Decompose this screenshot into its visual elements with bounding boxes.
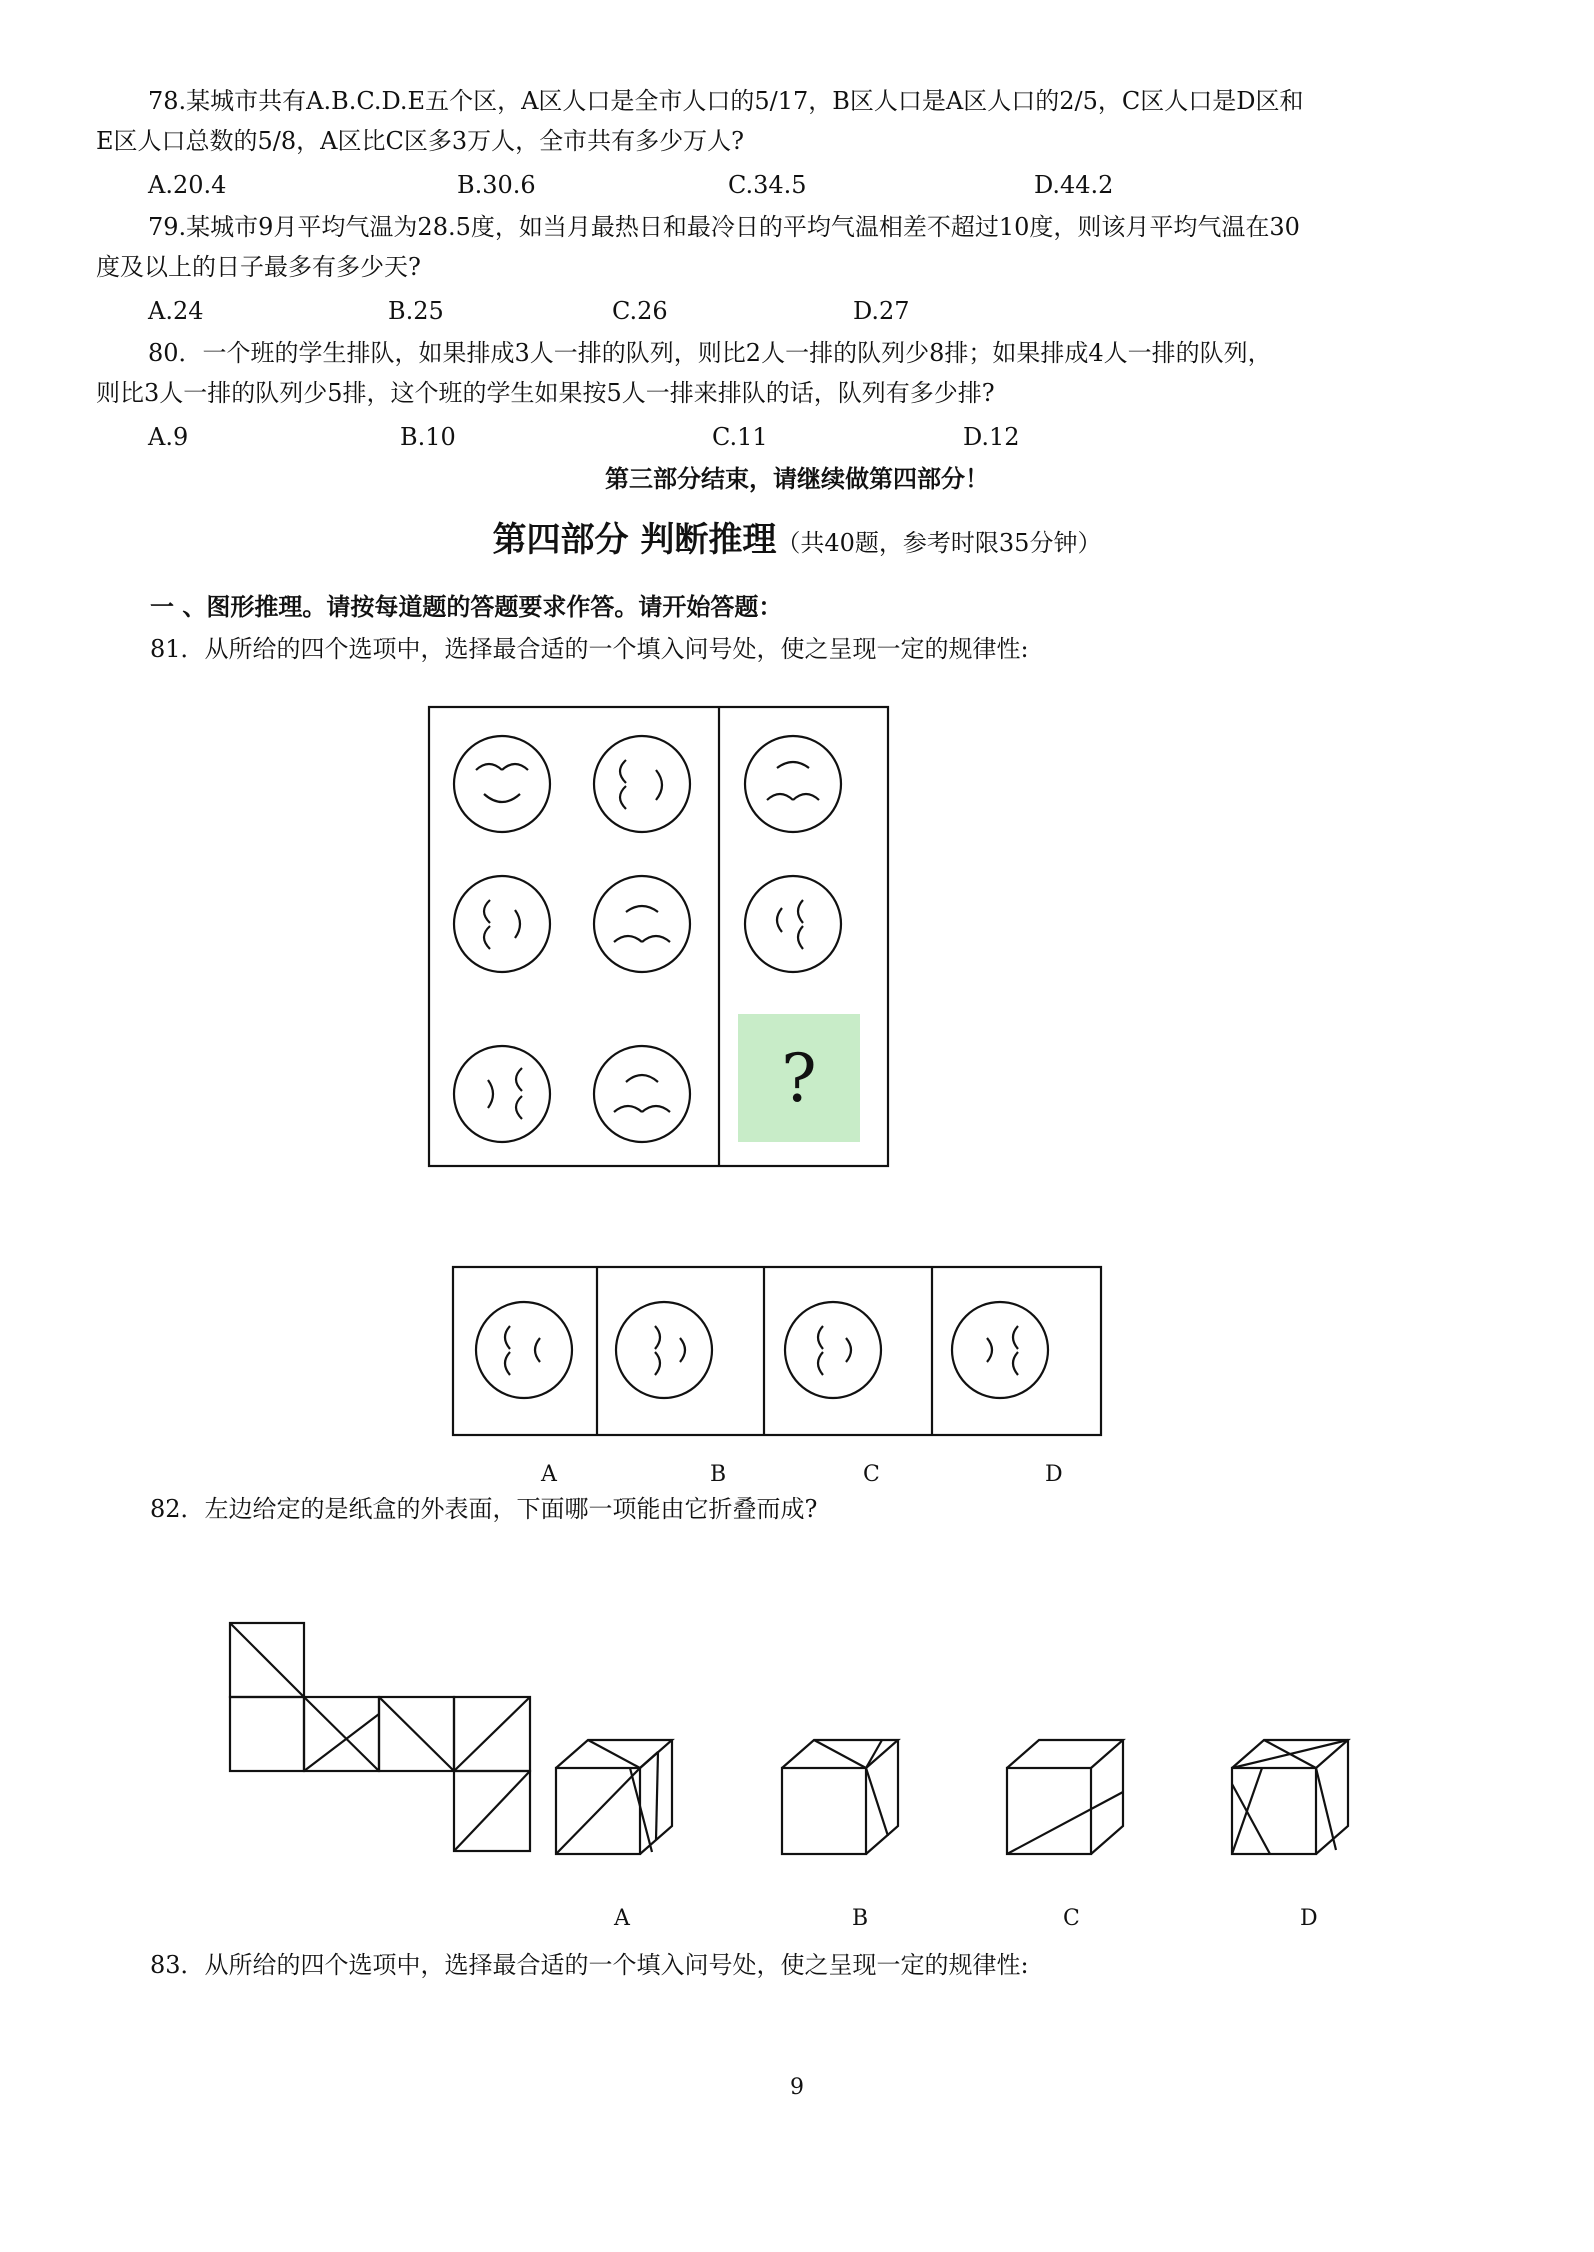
q80-text-line2: 则比3人一排的队列少5排，这个班的学生如果按5人一排来排队的话，队列有多少排? bbox=[96, 379, 995, 407]
q78-option-c: C.34.5 bbox=[728, 171, 807, 199]
q78-text-line2: E区人口总数的5/8，A区比C区多3万人，全市共有多少万人? bbox=[96, 127, 744, 155]
q82-label-c: C bbox=[1063, 1906, 1080, 1931]
q81-option-c-face bbox=[785, 1302, 881, 1398]
q81-face-5 bbox=[594, 876, 690, 972]
q82-cube-b bbox=[781, 1738, 899, 1856]
q81-label-b: B bbox=[710, 1462, 727, 1487]
part4-title: 第四部分 判断推理 bbox=[492, 520, 777, 560]
q81-options-border bbox=[453, 1267, 1101, 1435]
q81-face-7 bbox=[454, 1046, 550, 1142]
q82-text: 82．左边给定的是纸盒的外表面，下面哪一项能由它折叠而成? bbox=[150, 1495, 818, 1523]
q79-option-d: D.27 bbox=[853, 297, 910, 325]
q79-text-line1: 79.某城市9月平均气温为28.5度，如当月最热日和最冷日的平均气温相差不超过10度，则该月平均气温在30 bbox=[148, 213, 1300, 241]
q82-label-b: B bbox=[852, 1906, 869, 1931]
q81-question-mark: ? bbox=[781, 1039, 817, 1117]
q81-face-4 bbox=[454, 876, 550, 972]
q79-option-c: C.26 bbox=[612, 297, 668, 325]
q78-option-d: D.44.2 bbox=[1034, 171, 1114, 199]
q81-option-a-face bbox=[476, 1302, 572, 1398]
q79-option-b: B.25 bbox=[388, 297, 444, 325]
q80-option-b: B.10 bbox=[400, 423, 456, 451]
q81-option-d-face bbox=[952, 1302, 1048, 1398]
q81-label-d: D bbox=[1045, 1462, 1063, 1487]
q81-face-3 bbox=[745, 736, 841, 832]
q82-cube-c bbox=[1006, 1738, 1124, 1856]
part4-note: （共40题，参考时限35分钟） bbox=[776, 529, 1102, 557]
q80-option-a: A.9 bbox=[148, 423, 189, 451]
q81-face-8 bbox=[594, 1046, 690, 1142]
q83-text: 83．从所给的四个选项中，选择最合适的一个填入问号处，使之呈现一定的规律性: bbox=[150, 1951, 1029, 1979]
q81-label-a: A bbox=[541, 1462, 557, 1487]
q78-option-b: B.30.6 bbox=[457, 171, 536, 199]
q81-face-1 bbox=[454, 736, 550, 832]
q82-cube-d bbox=[1231, 1738, 1349, 1856]
q81-question-cell bbox=[738, 1014, 860, 1142]
section-end-notice: 第三部分结束，请继续做第四部分！ bbox=[605, 464, 989, 493]
q81-face-2 bbox=[594, 736, 690, 832]
q79-text-line2: 度及以上的日子最多有多少天? bbox=[96, 253, 421, 281]
q80-option-c: C.11 bbox=[712, 423, 768, 451]
q79-option-a: A.24 bbox=[148, 297, 204, 325]
q81-face-6 bbox=[745, 876, 841, 972]
q81-label-c: C bbox=[863, 1462, 880, 1487]
q82-label-a: A bbox=[614, 1906, 630, 1931]
q81-option-b-face bbox=[616, 1302, 712, 1398]
q78-text-line1: 78.某城市共有A.B.C.D.E五个区，A区人口是全市人口的5/17，B区人口是A区人口的2/5，C区人口是D区和 bbox=[148, 87, 1304, 115]
q80-option-d: D.12 bbox=[963, 423, 1020, 451]
part4-heading bbox=[0, 520, 1594, 566]
q78-option-a: A.20.4 bbox=[148, 171, 227, 199]
q82-label-d: D bbox=[1300, 1906, 1318, 1931]
page-number: 9 bbox=[790, 2075, 804, 2100]
q81-options-strip bbox=[452, 1266, 1104, 1438]
q80-text-line1: 80．一个班的学生排队，如果排成3人一排的队列，则比2人一排的队列少8排；如果排成4人一排的队列， bbox=[148, 339, 1272, 367]
q82-cube-a bbox=[555, 1738, 673, 1856]
q82-box-net bbox=[228, 1622, 534, 1854]
q81-text: 81．从所给的四个选项中，选择最合适的一个填入问号处，使之呈现一定的规律性: bbox=[150, 635, 1029, 663]
subsection-heading: 一 、图形推理。请按每道题的答题要求作答。请开始答题： bbox=[150, 592, 783, 621]
